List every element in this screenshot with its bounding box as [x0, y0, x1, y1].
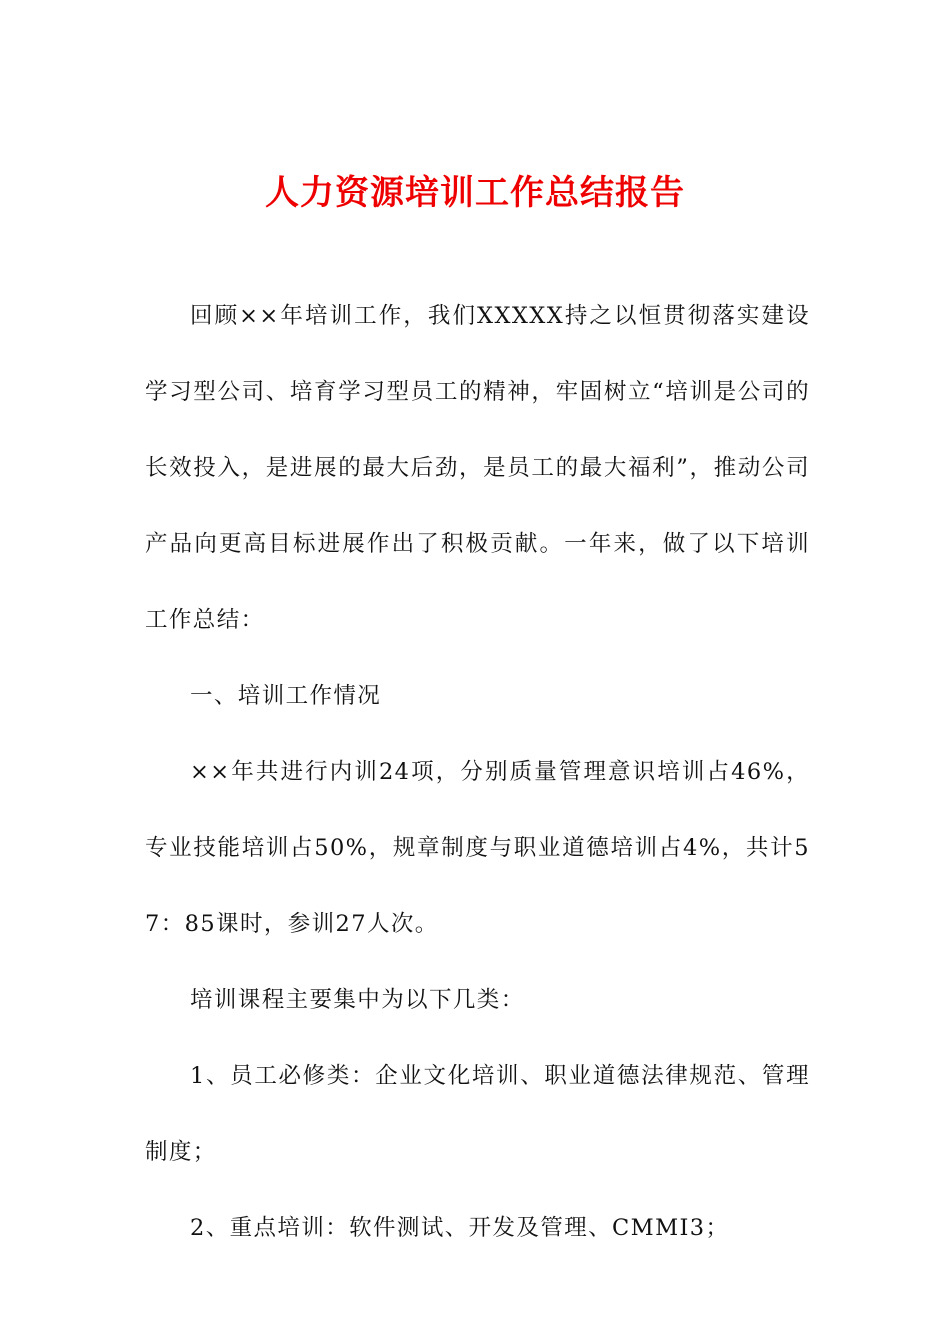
document-body: [145, 278, 810, 1266]
paragraph-course-categories: 培训课程主要集中为以下几类：: [190, 987, 525, 1013]
list-item-key-training: 2、重点培训：软件测试、开发及管理、CMMI3；: [190, 1215, 730, 1241]
list-item-required-courses: 1、员工必修类：企业文化培训、职业道德法律规范、管理制度；: [145, 1063, 810, 1165]
document-title: 人力资源培训工作总结报告: [265, 172, 685, 213]
paragraph-intro: 回顾××年培训工作，我们XXXXX持之以恒贯彻落实建设学习型公司、培育学习型员工的精神，牢固树立“培训是公司的长效投入，是进展的最大后劲，是员工的最大福利”，推动公司产品向更高目标进展作出了积极贡献。一年来，做了以下培训工作总结：: [145, 303, 810, 633]
paragraph-training-stats: ××年共进行内训24项，分别质量管理意识培训占46%，专业技能培训占50%，规章制度与职业道德培训占4%，共计57：85课时，参训27人次。: [145, 759, 810, 937]
section-heading-training-status: 一、培训工作情况: [190, 683, 382, 709]
